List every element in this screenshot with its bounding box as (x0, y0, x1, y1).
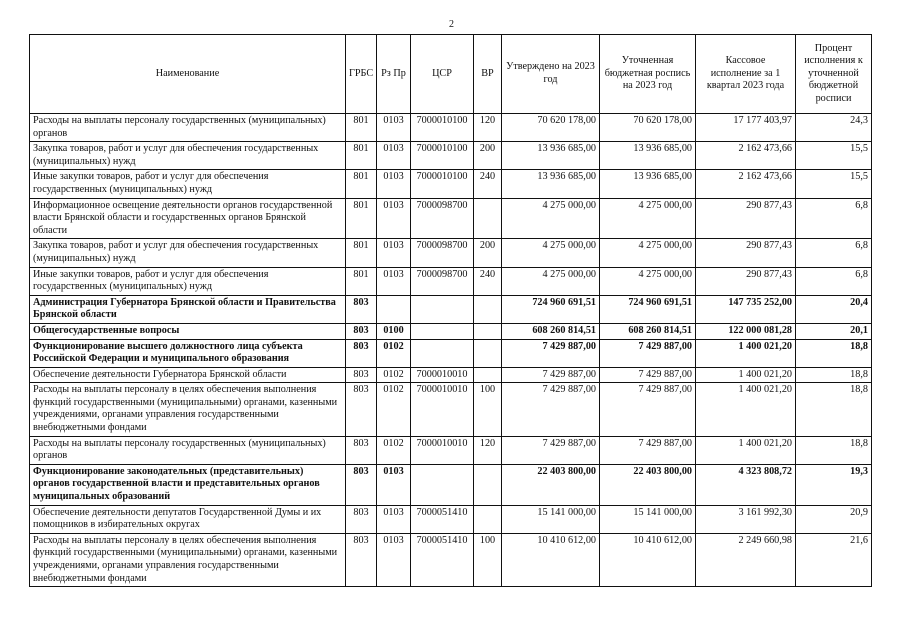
row-rzpr-cell: 0103 (377, 170, 411, 198)
row-percent-cell: 21,6 (796, 533, 872, 586)
row-vr-cell: 240 (474, 170, 502, 198)
row-executed-cell: 4 323 808,72 (696, 464, 796, 505)
row-approved-cell: 7 429 887,00 (502, 436, 600, 464)
row-rzpr-cell (377, 295, 411, 323)
row-vr-cell: 120 (474, 114, 502, 142)
row-vr-cell (474, 323, 502, 339)
row-percent-cell: 20,1 (796, 323, 872, 339)
row-csr-cell (411, 323, 474, 339)
header-name: Наименование (30, 35, 346, 114)
row-csr-cell: 7000010100 (411, 142, 474, 170)
row-approved-cell: 10 410 612,00 (502, 533, 600, 586)
row-executed-cell: 1 400 021,20 (696, 339, 796, 367)
row-vr-cell (474, 339, 502, 367)
row-rzpr-cell: 0103 (377, 114, 411, 142)
row-grbs-cell: 803 (346, 436, 377, 464)
header-refined: Уточненная бюджетная роспись на 2023 год (600, 35, 696, 114)
row-refined-cell: 4 275 000,00 (600, 267, 696, 295)
table-row (30, 464, 872, 505)
row-name-cell: Расходы на выплаты персоналу государственных (муниципальных) органов (30, 114, 346, 142)
row-grbs-cell: 803 (346, 295, 377, 323)
table-row (30, 267, 872, 295)
table-row (30, 295, 872, 323)
row-approved-cell: 724 960 691,51 (502, 295, 600, 323)
row-rzpr-cell: 0102 (377, 436, 411, 464)
row-refined-cell: 724 960 691,51 (600, 295, 696, 323)
row-vr-cell: 100 (474, 533, 502, 586)
row-csr-cell: 7000010010 (411, 383, 474, 436)
row-name-cell: Иные закупки товаров, работ и услуг для обеспечения государственных (муниципальных) нужд (30, 170, 346, 198)
table-row (30, 198, 872, 239)
row-name-cell: Обеспечение деятельности депутатов Государственной Думы и их помощников в избирательных округах (30, 505, 346, 533)
row-csr-cell: 7000098700 (411, 267, 474, 295)
row-rzpr-cell: 0103 (377, 142, 411, 170)
row-name-cell: Администрация Губернатора Брянской области и Правительства Брянской области (30, 295, 346, 323)
row-name-cell: Расходы на выплаты персоналу в целях обеспечения выполнения функций государственными (муниципальными) органами, казенными учреждениями, органами управления государственными внебюджетными фондами (30, 383, 346, 436)
row-rzpr-cell: 0103 (377, 505, 411, 533)
row-csr-cell: 7000010100 (411, 114, 474, 142)
table-row (30, 533, 872, 586)
table-row (30, 114, 872, 142)
header-vr: ВР (474, 35, 502, 114)
header-executed: Кассовое исполнение за 1 квартал 2023 года (696, 35, 796, 114)
row-csr-cell (411, 339, 474, 367)
row-grbs-cell: 801 (346, 267, 377, 295)
row-grbs-cell: 803 (346, 505, 377, 533)
row-executed-cell: 147 735 252,00 (696, 295, 796, 323)
table-row (30, 170, 872, 198)
row-grbs-cell: 801 (346, 198, 377, 239)
row-percent-cell: 24,3 (796, 114, 872, 142)
row-grbs-cell: 803 (346, 339, 377, 367)
row-percent-cell: 19,3 (796, 464, 872, 505)
row-percent-cell: 18,8 (796, 339, 872, 367)
row-approved-cell: 7 429 887,00 (502, 367, 600, 383)
table-row (30, 323, 872, 339)
row-grbs-cell: 801 (346, 170, 377, 198)
row-grbs-cell: 801 (346, 239, 377, 267)
table-row (30, 339, 872, 367)
row-vr-cell (474, 295, 502, 323)
header-percent: Процент исполнения к уточненной бюджетной росписи (796, 35, 872, 114)
row-vr-cell: 100 (474, 383, 502, 436)
row-name-cell: Обеспечение деятельности Губернатора Брянской области (30, 367, 346, 383)
row-vr-cell (474, 198, 502, 239)
table-body (30, 114, 872, 587)
row-percent-cell: 20,4 (796, 295, 872, 323)
row-approved-cell: 608 260 814,51 (502, 323, 600, 339)
row-csr-cell: 7000010010 (411, 367, 474, 383)
row-rzpr-cell: 0102 (377, 367, 411, 383)
row-executed-cell: 290 877,43 (696, 198, 796, 239)
row-approved-cell: 13 936 685,00 (502, 170, 600, 198)
row-csr-cell: 7000098700 (411, 239, 474, 267)
row-refined-cell: 13 936 685,00 (600, 142, 696, 170)
row-name-cell: Закупка товаров, работ и услуг для обеспечения государственных (муниципальных) нужд (30, 239, 346, 267)
row-refined-cell: 7 429 887,00 (600, 436, 696, 464)
row-executed-cell: 290 877,43 (696, 267, 796, 295)
row-approved-cell: 15 141 000,00 (502, 505, 600, 533)
header-rzpr: Рз Пр (377, 35, 411, 114)
row-name-cell: Закупка товаров, работ и услуг для обеспечения государственных (муниципальных) нужд (30, 142, 346, 170)
row-name-cell: Общегосударственные вопросы (30, 323, 346, 339)
row-percent-cell: 6,8 (796, 267, 872, 295)
row-refined-cell: 608 260 814,51 (600, 323, 696, 339)
row-csr-cell: 7000010100 (411, 170, 474, 198)
table-header-row (30, 35, 872, 114)
row-grbs-cell: 801 (346, 142, 377, 170)
row-rzpr-cell: 0103 (377, 239, 411, 267)
row-percent-cell: 18,8 (796, 383, 872, 436)
row-executed-cell: 17 177 403,97 (696, 114, 796, 142)
row-rzpr-cell: 0102 (377, 339, 411, 367)
row-rzpr-cell: 0103 (377, 533, 411, 586)
row-percent-cell: 18,8 (796, 436, 872, 464)
row-refined-cell: 7 429 887,00 (600, 339, 696, 367)
row-vr-cell (474, 505, 502, 533)
budget-table (29, 34, 872, 587)
row-refined-cell: 7 429 887,00 (600, 383, 696, 436)
row-refined-cell: 10 410 612,00 (600, 533, 696, 586)
row-approved-cell: 70 620 178,00 (502, 114, 600, 142)
row-name-cell: Иные закупки товаров, работ и услуг для обеспечения государственных (муниципальных) нужд (30, 267, 346, 295)
row-csr-cell (411, 464, 474, 505)
table-row (30, 239, 872, 267)
row-refined-cell: 4 275 000,00 (600, 239, 696, 267)
row-executed-cell: 1 400 021,20 (696, 367, 796, 383)
row-executed-cell: 1 400 021,20 (696, 436, 796, 464)
row-percent-cell: 15,5 (796, 142, 872, 170)
row-approved-cell: 13 936 685,00 (502, 142, 600, 170)
row-vr-cell (474, 367, 502, 383)
header-csr: ЦСР (411, 35, 474, 114)
row-approved-cell: 7 429 887,00 (502, 383, 600, 436)
row-executed-cell: 290 877,43 (696, 239, 796, 267)
row-grbs-cell: 803 (346, 323, 377, 339)
row-csr-cell: 7000051410 (411, 533, 474, 586)
page-number: 2 (449, 19, 454, 30)
row-vr-cell: 200 (474, 239, 502, 267)
row-name-cell: Функционирование высшего должностного лица субъекта Российской Федерации и муниципального образования (30, 339, 346, 367)
table-row (30, 367, 872, 383)
row-name-cell: Функционирование законодательных (представительных) органов государственной власти и представительных органов муниципальных образований (30, 464, 346, 505)
row-vr-cell: 120 (474, 436, 502, 464)
row-rzpr-cell: 0103 (377, 198, 411, 239)
row-percent-cell: 6,8 (796, 239, 872, 267)
table-row (30, 142, 872, 170)
row-csr-cell (411, 295, 474, 323)
table-row (30, 505, 872, 533)
header-grbs: ГРБС (346, 35, 377, 114)
row-executed-cell: 2 162 473,66 (696, 170, 796, 198)
row-approved-cell: 4 275 000,00 (502, 239, 600, 267)
row-refined-cell: 4 275 000,00 (600, 198, 696, 239)
row-refined-cell: 70 620 178,00 (600, 114, 696, 142)
row-vr-cell (474, 464, 502, 505)
row-rzpr-cell: 0102 (377, 383, 411, 436)
row-refined-cell: 7 429 887,00 (600, 367, 696, 383)
row-executed-cell: 2 162 473,66 (696, 142, 796, 170)
table-row (30, 383, 872, 436)
row-grbs-cell: 803 (346, 464, 377, 505)
row-executed-cell: 122 000 081,28 (696, 323, 796, 339)
row-vr-cell: 240 (474, 267, 502, 295)
row-csr-cell: 7000010010 (411, 436, 474, 464)
row-grbs-cell: 803 (346, 367, 377, 383)
row-csr-cell: 7000098700 (411, 198, 474, 239)
row-rzpr-cell: 0103 (377, 267, 411, 295)
row-refined-cell: 13 936 685,00 (600, 170, 696, 198)
row-approved-cell: 4 275 000,00 (502, 267, 600, 295)
row-refined-cell: 15 141 000,00 (600, 505, 696, 533)
header-approved: Утверждено на 2023 год (502, 35, 600, 114)
row-executed-cell: 2 249 660,98 (696, 533, 796, 586)
row-percent-cell: 18,8 (796, 367, 872, 383)
table-row (30, 436, 872, 464)
row-approved-cell: 7 429 887,00 (502, 339, 600, 367)
row-name-cell: Расходы на выплаты персоналу государственных (муниципальных) органов (30, 436, 346, 464)
row-vr-cell: 200 (474, 142, 502, 170)
row-percent-cell: 6,8 (796, 198, 872, 239)
row-csr-cell: 7000051410 (411, 505, 474, 533)
row-grbs-cell: 801 (346, 114, 377, 142)
row-rzpr-cell: 0103 (377, 464, 411, 505)
row-executed-cell: 1 400 021,20 (696, 383, 796, 436)
row-refined-cell: 22 403 800,00 (600, 464, 696, 505)
row-executed-cell: 3 161 992,30 (696, 505, 796, 533)
row-approved-cell: 22 403 800,00 (502, 464, 600, 505)
row-rzpr-cell: 0100 (377, 323, 411, 339)
row-percent-cell: 20,9 (796, 505, 872, 533)
row-grbs-cell: 803 (346, 533, 377, 586)
row-approved-cell: 4 275 000,00 (502, 198, 600, 239)
row-name-cell: Расходы на выплаты персоналу в целях обеспечения выполнения функций государственными (муниципальными) органами, казенными учреждениями, органами управления государственными внебюджетными фондами (30, 533, 346, 586)
row-name-cell: Информационное освещение деятельности органов государственной власти Брянской области и государственных органов Брянской области (30, 198, 346, 239)
row-grbs-cell: 803 (346, 383, 377, 436)
row-percent-cell: 15,5 (796, 170, 872, 198)
